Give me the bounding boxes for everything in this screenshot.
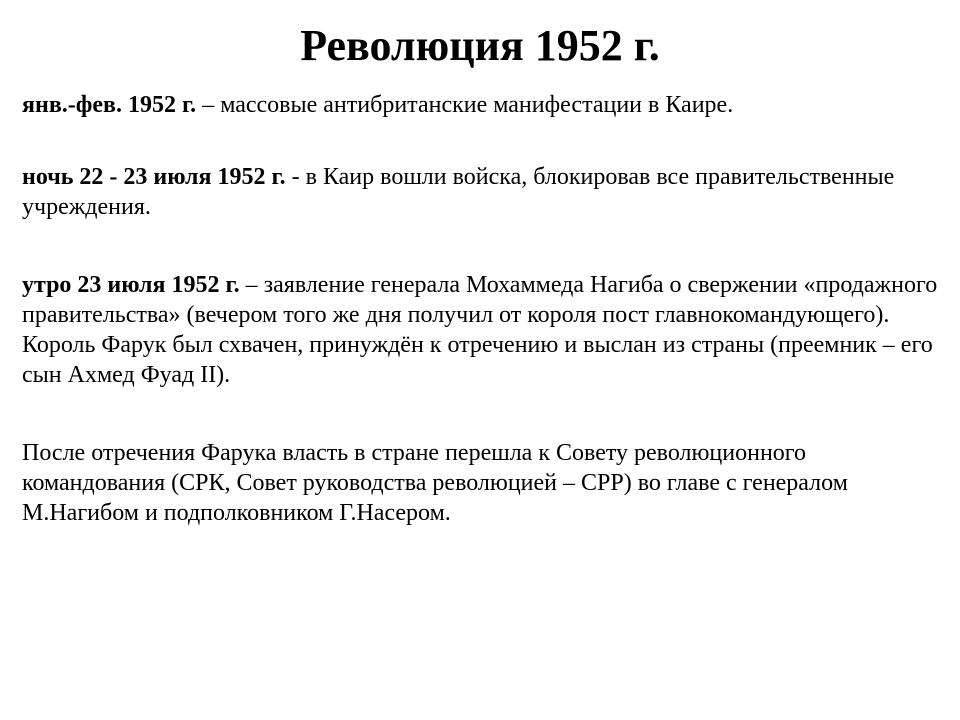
paragraph-jan-feb [22, 90, 942, 120]
paragraph-text: – массовые антибританские манифестации в Каире. [196, 92, 734, 118]
paragraph-text: После отречения Фарука власть в стране перешла к Совету революционного командования (СРК, Совет руководства революцией – СРР) во главе с генералом М.Нагибом и подполковником Г.Насером. [22, 440, 848, 526]
paragraph-date: утро 23 июля 1952 г. [22, 272, 240, 298]
paragraph-morning-23 [22, 270, 942, 390]
paragraph-date: ночь 22 - 23 июля 1952 г. [22, 164, 286, 190]
slide-content [22, 90, 942, 528]
paragraph-date: янв.-фев. 1952 г. [22, 92, 197, 118]
slide-title: Революция 1952 г. [300, 21, 660, 70]
paragraph-text: - в Каир вошли войска, блокировав все правительственные учреждения. [22, 164, 895, 220]
paragraph-text: – заявление генерала Мохаммеда Нагиба о свержении «продажного правительства» (вечером того же дня получил от короля пост главнокомандующего). Король Фарук был схвачен, принуждён к отречению и выслан из страны (преемник – его сын Ахмед Фуад II). [22, 272, 938, 388]
paragraph-night-22-23 [22, 162, 942, 222]
paragraph-after-abdication [22, 438, 942, 528]
